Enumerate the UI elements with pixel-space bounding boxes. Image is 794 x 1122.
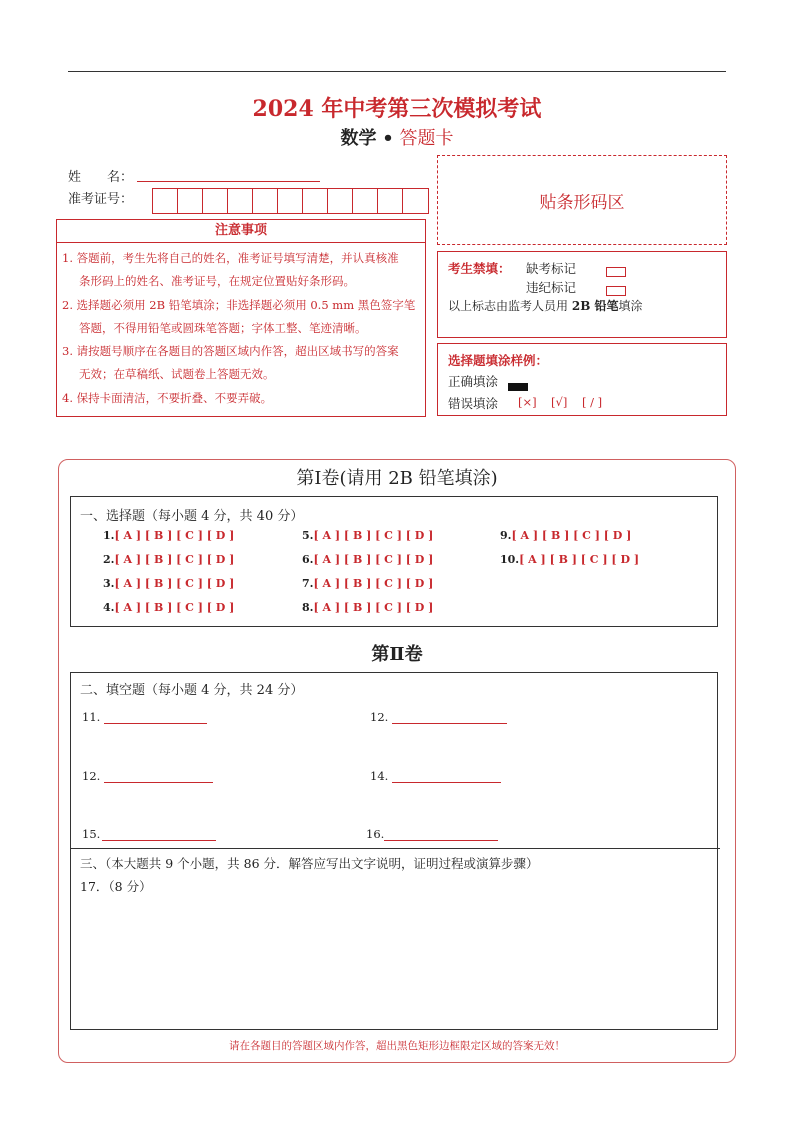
answer-options[interactable]: [ A ] [ B ] [ C ] [ D ] <box>313 577 434 590</box>
mcq-question-8[interactable] <box>302 601 433 614</box>
notice-line: 1. 答题前，考生先将自己的姓名，准考证号填写清楚，并认真核准 <box>62 251 399 265</box>
answer-options[interactable]: [ A ] [ B ] [ C ] [ D ] <box>313 553 434 566</box>
question-number: 8. <box>302 601 314 614</box>
fill-answer-11[interactable] <box>104 723 207 724</box>
wrong-mark-slash: [ / ] <box>582 395 603 409</box>
notice-heading: 注意事项 <box>56 219 426 243</box>
correct-fill-mark <box>508 376 528 395</box>
answer-options[interactable]: [ A ] [ B ] [ C ] [ D ] <box>114 529 235 542</box>
answer-options[interactable]: [ A ] [ B ] [ C ] [ D ] <box>519 553 640 566</box>
id-number-boxes[interactable] <box>152 188 429 214</box>
id-digit-box[interactable] <box>178 189 203 213</box>
fill-label-12b: 12. <box>82 769 101 783</box>
exam-subtitle <box>0 124 794 150</box>
mcq-question-3[interactable] <box>103 577 234 590</box>
notice-line: 3. 请按题号顺序在各题目的答题区域内作答，超出区域书写的答案 <box>62 344 399 359</box>
fill-answer-16[interactable] <box>384 840 498 841</box>
notice-list <box>62 247 422 410</box>
proctor-note-bold: 2B 铅笔 <box>571 299 619 313</box>
part2-title: 第Ⅱ卷 <box>371 644 423 665</box>
mcq-question-5[interactable] <box>302 529 433 542</box>
fill-answer-14[interactable] <box>392 782 501 783</box>
mcq-question-2[interactable] <box>103 553 234 566</box>
question-number: 6. <box>302 553 314 566</box>
fill-answer-12a[interactable] <box>392 723 507 724</box>
id-digit-box[interactable] <box>303 189 328 213</box>
section-divider <box>70 848 720 849</box>
absent-mark-label: 缺考标记 <box>526 261 577 276</box>
fill-label-12a: 12. <box>370 710 389 724</box>
id-digit-box[interactable] <box>378 189 403 213</box>
id-digit-box[interactable] <box>203 189 228 213</box>
notice-line: 答题，不得用铅笔或圆珠笔答题；字体工整、笔迹清晰。 <box>79 320 367 335</box>
fill-answer-12b[interactable] <box>104 782 213 783</box>
question-number: 5. <box>302 529 314 542</box>
card-label: 答题卡 <box>399 128 454 149</box>
mcq-question-7[interactable] <box>302 577 433 590</box>
question-number: 3. <box>103 577 115 590</box>
fill-answer-15[interactable] <box>102 840 216 841</box>
id-digit-box[interactable] <box>328 189 353 213</box>
id-digit-box[interactable] <box>253 189 278 213</box>
proctor-note <box>448 297 643 314</box>
id-label: 准考证号： <box>68 192 134 207</box>
mcq-question-9[interactable] <box>500 529 631 542</box>
barcode-area <box>437 155 727 245</box>
violation-mark-label: 违纪标记 <box>526 280 577 295</box>
subject-label: 数学 <box>340 128 377 149</box>
notice-line: 条形码上的姓名、准考证号，在规定位置贴好条形码。 <box>79 274 355 289</box>
proctor-only-label: 考生禁填： <box>448 261 511 276</box>
footer-warning: 请在各题目的答题区域内作答，超出黑色矩形边框限定区域的答案无效！ <box>229 1040 565 1052</box>
id-digit-box[interactable] <box>353 189 378 213</box>
question-number: 9. <box>500 529 512 542</box>
mcq-question-10[interactable] <box>500 553 639 566</box>
fill-sample-title: 选择题填涂样例： <box>448 353 549 368</box>
fill-section-title: 二、填空题（每小题 4 分，共 24 分） <box>80 683 304 698</box>
fill-label-15: 15. <box>82 827 101 841</box>
question-number: 7. <box>302 577 314 590</box>
mcq-question-6[interactable] <box>302 553 433 566</box>
name-label: 姓 名： <box>68 170 134 185</box>
top-rule <box>68 71 726 72</box>
answer-options[interactable]: [ A ] [ B ] [ C ] [ D ] <box>114 553 235 566</box>
answer-options[interactable]: [ A ] [ B ] [ C ] [ D ] <box>114 601 235 614</box>
id-digit-box[interactable] <box>403 189 428 213</box>
part1-title: 第Ⅰ卷(请用 2B 铅笔填涂) <box>296 468 498 489</box>
fill-label-11: 11. <box>82 710 101 724</box>
subtitle-separator: • <box>382 128 394 149</box>
notice-line: 2. 选择题必须用 2B 铅笔填涂；非选择题必须用 0.5 mm 黑色签字笔 <box>62 297 416 312</box>
mcq-question-1[interactable] <box>103 529 234 542</box>
mcq-section-title: 一、选择题（每小题 4 分，共 40 分） <box>80 509 304 524</box>
barcode-label: 贴条形码区 <box>539 192 625 213</box>
wrong-mark-cross: [×] <box>518 395 537 409</box>
question-number: 1. <box>103 529 115 542</box>
absent-mark-box[interactable] <box>606 262 626 281</box>
question-number: 4. <box>103 601 115 614</box>
exam-title: 2024 年中考第三次模拟考试 <box>252 96 542 122</box>
mcq-question-4[interactable] <box>103 601 234 614</box>
answer-options[interactable]: [ A ] [ B ] [ C ] [ D ] <box>114 577 235 590</box>
wrong-fill-label: 错误填涂 <box>448 396 499 411</box>
answer-options[interactable]: [ A ] [ B ] [ C ] [ D ] <box>511 529 632 542</box>
id-digit-box[interactable] <box>228 189 253 213</box>
proctor-note-suffix: 填涂 <box>618 299 643 313</box>
answer-options[interactable]: [ A ] [ B ] [ C ] [ D ] <box>313 601 434 614</box>
solve-section-title: 三、（本大题共 9 个小题，共 86 分．解答应写出文字说明，证明过程或演算步骤） <box>80 856 539 871</box>
notice-line: 无效；在草稿纸、试题卷上答题无效。 <box>79 367 275 382</box>
question-number: 10. <box>500 553 520 566</box>
notice-line: 4. 保持卡面清洁，不要折叠、不要弄破。 <box>62 390 273 405</box>
fill-label-14: 14. <box>370 769 389 783</box>
id-digit-box[interactable] <box>278 189 303 213</box>
wrong-mark-check: [√] <box>551 395 568 409</box>
question-17-answer-area[interactable] <box>80 900 710 1024</box>
name-field[interactable] <box>137 181 320 182</box>
fill-label-16: 16. <box>366 827 385 841</box>
correct-fill-label: 正确填涂 <box>448 374 499 389</box>
question-number: 2. <box>103 553 115 566</box>
answer-options[interactable]: [ A ] [ B ] [ C ] [ D ] <box>313 529 434 542</box>
id-digit-box[interactable] <box>153 189 178 213</box>
proctor-note-prefix: 以上标志由监考人员用 <box>448 299 569 313</box>
question-17-label: 17．（8 分） <box>80 879 152 894</box>
